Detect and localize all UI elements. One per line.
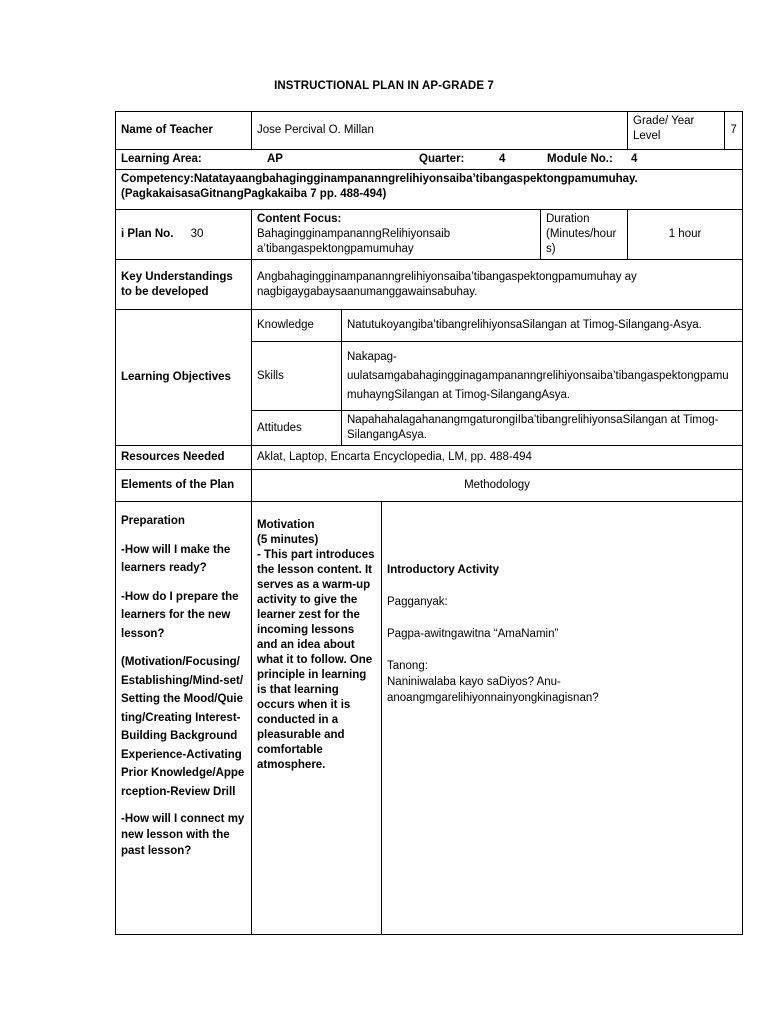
- teacher-label: Name of Teacher: [116, 112, 252, 150]
- motivation-time: (5 minutes): [257, 534, 319, 546]
- tanong-label: Tanong:: [387, 660, 428, 672]
- learning-area-label: Learning Area:: [121, 153, 202, 165]
- module-value: 4: [631, 153, 638, 165]
- introductory-cell: [382, 502, 743, 935]
- motivation-cell: [252, 502, 382, 935]
- skills-label: Skills: [252, 342, 342, 411]
- introductory-title: Introductory Activity: [387, 564, 500, 576]
- attitudes-text: NapahahalagahanangmgaturongiIba’tibangrelihiyonsaSilangan at Timog-SilangangAsya.: [342, 411, 743, 446]
- elements-label: Elements of the Plan: [116, 470, 252, 502]
- competency-text: Natatayaangbahagingginampananngrelihiyonsaiba’tibangaspektongpamumuhay.: [193, 173, 638, 185]
- attitudes-label: Attitudes: [252, 411, 342, 446]
- plan-number-cell: [116, 210, 252, 260]
- preparation-question-4: -How will I connect my new lesson with the past lesson?: [121, 813, 245, 857]
- preparation-question-2: -How do I prepare the learners for the new lesson?: [121, 590, 239, 640]
- grade-label: Grade/ Year Level: [628, 112, 725, 150]
- document-title: INSTRUCTIONAL PLAN IN AP-GRADE 7: [274, 80, 494, 92]
- content-focus-label: Content Focus:: [257, 213, 342, 225]
- pagganyak-label: Pagganyak:: [387, 596, 448, 608]
- module-label: Module No.:: [547, 153, 613, 165]
- resources-label: Resources Needed: [116, 446, 252, 470]
- plan-number-label: i Plan No.: [121, 228, 174, 240]
- preparation-title: Preparation: [121, 515, 185, 527]
- preparation-cell: [116, 502, 252, 935]
- learning-area-row: [116, 150, 743, 170]
- tanong-question: Naniniwalaba kayo saDiyos? Anu-anoangmgarelihiyonnainyongkinagisnan?: [387, 676, 599, 704]
- duration-label: Duration (Minutes/hours): [541, 210, 628, 260]
- plan-number-value: 30: [190, 228, 204, 240]
- teacher-name: Jose Percival O. Millan: [252, 112, 628, 150]
- skills-text: Nakapag-uulatsamgabahagingginagampananngrelihiyonsaiba’tibangaspektongpamumuhayngSilangan at Timog-SilangangAsya.: [342, 342, 743, 411]
- methodology-header: Methodology: [252, 470, 743, 502]
- content-focus-cell: [252, 210, 541, 260]
- quarter-label: Quarter:: [419, 153, 465, 165]
- resources-text: Aklat, Laptop, Encarta Encyclopedia, LM, pp. 488-494: [252, 446, 743, 470]
- knowledge-label: Knowledge: [252, 310, 342, 342]
- competency-reference: (PagkakaisasaGitnangPagkakaiba 7 pp. 488-494): [121, 188, 387, 200]
- preparation-question-3: (Motivation/Focusing/Establishing/Mind-set/Setting the Mood/Quieting/Creating Interest-Building Background Experience-Activating Prior Knowledge/Apperception-Review Drill: [121, 656, 245, 798]
- instructional-plan-table: [115, 111, 743, 935]
- duration-value: 1 hour: [628, 210, 743, 260]
- competency-label: Competency:: [121, 173, 194, 185]
- pagpa-awit-text: Pagpa-awitngawitna “AmaNamin”: [387, 628, 559, 640]
- learning-area-value: AP: [267, 153, 283, 165]
- quarter-value: 4: [499, 153, 506, 165]
- learning-objectives-label: Learning Objectives: [116, 310, 252, 446]
- knowledge-text: Natutukoyangiba’tibangrelihiyonsaSilangan at Timog-Silangang-Asya.: [342, 310, 743, 342]
- key-understandings-text: Angbahagingginampananngrelihiyonsaiba’tibangaspektongpamumuhay ay nagbigaygabaysaanumanggawainsabuhay.: [252, 260, 743, 310]
- preparation-question-1: -How will I make the learners ready?: [121, 543, 231, 574]
- key-understandings-label: Key Understandings to be developed: [116, 260, 252, 310]
- motivation-title: Motivation: [257, 519, 315, 531]
- content-focus-text: BahagingginampananngRelihiyonsaib a’tibangaspektongpamumuhay: [257, 228, 451, 255]
- competency-cell: [116, 170, 743, 210]
- motivation-text: - This part introduces the lesson content. It serves as a warm-up activity to give the learner zest for the incoming lessons and an idea about what it to follow. One principle in learning is that learning occurs when it is conducted in a pleasurable and comfortable atmosphere.: [257, 549, 375, 771]
- grade-value: 7: [725, 112, 743, 150]
